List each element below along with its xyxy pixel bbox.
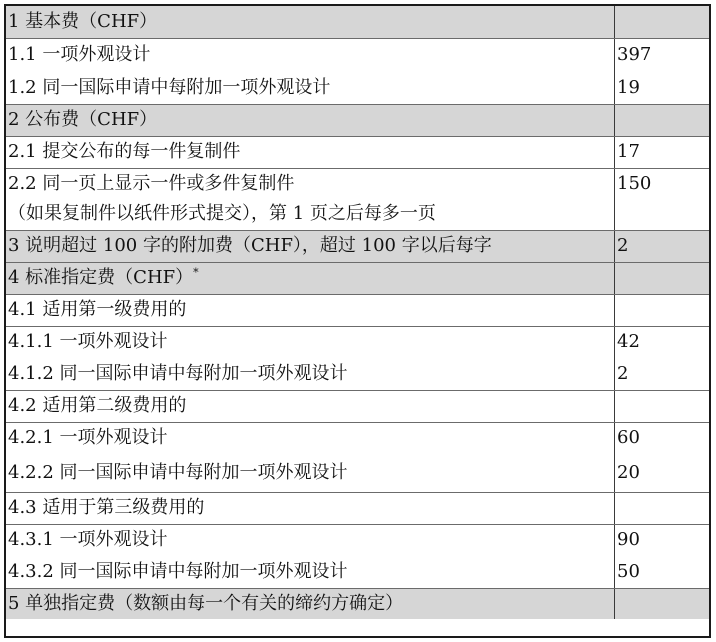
section-row-basic-fee [6,6,709,38]
fee-table [6,6,709,619]
row-label [6,262,615,294]
table-row [6,136,709,168]
row-label: 2 公布费（CHF） [6,104,615,136]
row-amount: 397 [617,44,652,66]
row-label: 4.2 适用第二级费用的 [6,390,615,422]
table-row [6,326,709,358]
row-label: 4.3 适用于第三级费用的 [6,492,615,524]
footnote-mark: * [193,266,199,279]
row-amount [615,390,710,422]
row-label: 1.2 同一国际申请中每附加一项外观设计 [6,72,615,104]
row-amount: 60 [617,427,640,449]
row-amount: 90 [617,529,640,551]
row-label: 3 说明超过 100 字的附加费（CHF），超过 100 字以后每字 [6,230,615,262]
section-row-individual-designation-fee [6,588,709,619]
table-row [6,72,709,104]
row-amount: 42 [617,331,640,353]
fee-schedule-table [4,4,711,638]
row-label: 5 单独指定费（数额由每一个有关的缔约方确定） [6,588,615,619]
row-label-line-2: （如果复制件以纸件形式提交），第 1 页之后每多一页 [8,203,436,224]
row-amount: 20 [615,454,710,492]
row-label: 4.1.2 同一国际申请中每附加一项外观设计 [6,358,615,390]
row-label: 1.1 一项外观设计 [6,38,615,72]
row-label: 4.2.1 一项外观设计 [6,422,615,454]
row-label: 4.3.2 同一国际申请中每附加一项外观设计 [6,556,615,588]
row-label: 4.3.1 一项外观设计 [6,524,615,556]
row-label [6,168,615,230]
row-label: 2.1 提交公布的每一件复制件 [6,136,615,168]
row-label: 4.1 适用第一级费用的 [6,294,615,326]
table-row [6,524,709,556]
row-amount: 2 [615,230,710,262]
row-amount: 17 [615,136,710,168]
row-label: 1 基本费（CHF） [6,6,615,38]
row-label: 4.1.1 一项外观设计 [6,326,615,358]
row-amount-value: 150 [617,172,652,194]
row-amount: 50 [615,556,710,588]
row-amount: 2 [615,358,710,390]
row-label: 4.2.2 同一国际申请中每附加一项外观设计 [6,454,615,492]
subsection-row-level-2 [6,390,709,422]
row-amount [615,294,710,326]
table-row [6,38,709,72]
row-amount [615,262,710,294]
row-label-line-1: 2.2 同一页上显示一件或多件复制件 [8,173,295,194]
table-row [6,358,709,390]
table-row [6,454,709,492]
subsection-row-level-3 [6,492,709,524]
row-amount [615,588,710,619]
row-amount [615,168,710,230]
row-amount [615,492,710,524]
row-label-text: 4 标准指定费（CHF） [8,267,194,288]
row-amount [615,6,710,38]
table-row [6,556,709,588]
section-row-standard-designation-fee [6,262,709,294]
table-row [6,168,709,230]
section-row-description-fee [6,230,709,262]
subsection-row-level-1 [6,294,709,326]
row-amount [615,104,710,136]
table-row [6,422,709,454]
section-row-publication-fee [6,104,709,136]
row-amount: 19 [615,72,710,104]
